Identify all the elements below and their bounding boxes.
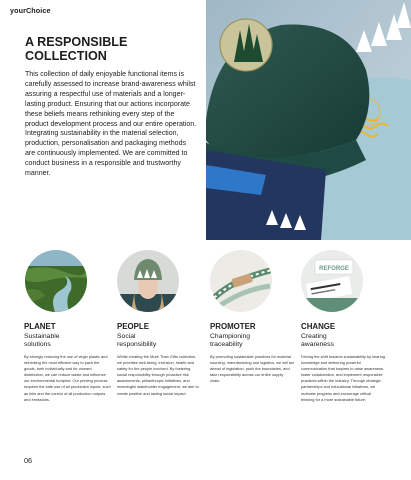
- column-change: [301, 322, 385, 403]
- change-image: [301, 250, 363, 312]
- title-line-1: A RESPONSIBLE: [25, 35, 128, 49]
- subheading-line-1: Sustainable: [24, 333, 60, 340]
- intro-paragraph: This collection of daily enjoyable functional items is carefully assessed to increase brand-awareness whilst assuring a respectful use of materials and a longer-lasting product. Ensuring that our actions incorporate these beliefs means rethinking every step of the product development process and our entire operation. Integrating sustainability in the material selection, production, personalisation and packaging methods are continuously implemented. We are committed to conduct business in a responsible and trustworthy manner.: [25, 71, 197, 178]
- column-body: Driving the shift towards sustainability by sharing knowledge and delivering powerful communication that inspires to raise awareness, foster collaboration, and implement responsible practices within the industry. Through strategic partnerships and educational initiatives, we motivate progress and encourage critical thinking for a more sustainable future.: [301, 354, 385, 402]
- column-body: By strongly reducing the use of virgin plastic and rethinking the most efficient way to pack the goods, both individually and for onward distribution, we can reduce waste and influence our environmental footprint. Our printing process requires the safe use of all production inputs, such as inks and the control of all production outputs and emissions.: [24, 354, 111, 402]
- column-people: [117, 322, 201, 397]
- subheading-line-1: Creating: [301, 333, 327, 340]
- column-heading: PROMOTER: [210, 322, 256, 331]
- product-tag-text: REFORGE: [319, 266, 349, 272]
- subheading-line-2: responsibility: [117, 341, 157, 348]
- subheading-line-2: solutions: [24, 341, 51, 348]
- hero-photo-caps: [206, 0, 411, 240]
- column-body: Whilst creating the More Than Gifts collection, we prioritise well-being, inclusion, health and safety for the people involved. By fostering social responsibility through proactive risk assessments, philanthropic initiatives, and meaningful stakeholder engagement, we aim to create positive and lasting social impact.: [117, 354, 199, 396]
- subheading-line-2: traceability: [210, 341, 243, 348]
- subheading-line-1: Championing: [210, 333, 251, 340]
- people-image: [117, 250, 179, 312]
- column-subheading: [301, 333, 385, 349]
- column-promoter: [210, 322, 294, 384]
- page-number: 06: [24, 456, 33, 465]
- column-planet: [24, 322, 112, 403]
- column-subheading: [24, 333, 112, 349]
- title-line-2: COLLECTION: [25, 49, 107, 63]
- promoter-image: [210, 250, 272, 312]
- column-subheading: [117, 333, 201, 349]
- planet-image: [25, 250, 87, 312]
- column-heading: PEOPLE: [117, 322, 150, 331]
- subheading-line-2: awareness: [301, 341, 334, 348]
- column-subheading: [210, 333, 294, 349]
- column-body: By promoting sustainable practices for material sourcing, manufacturing and logistics, we will act ahead of legislation, push the boundaries, and take responsibility across our entire supply chain.: [210, 354, 294, 384]
- page-title: [25, 35, 195, 63]
- brand-logo: yourChoice: [10, 6, 51, 15]
- column-heading: PLANET: [24, 322, 56, 331]
- subheading-line-1: Social: [117, 333, 136, 340]
- column-heading: CHANGE: [301, 322, 336, 331]
